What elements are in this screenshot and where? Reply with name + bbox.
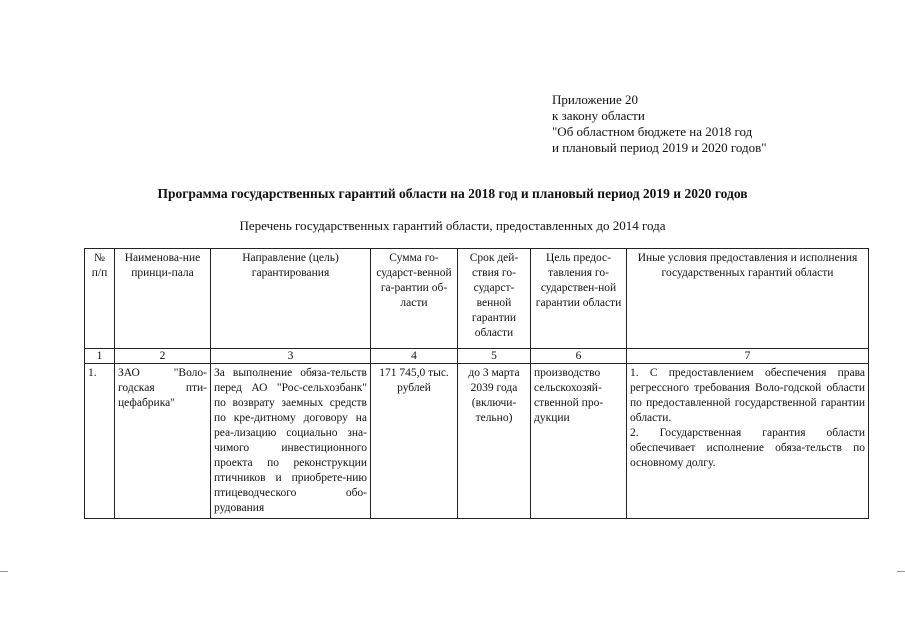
column-number: 4 [371, 349, 458, 364]
scan-artifact [897, 571, 905, 572]
guarantee-amount: 171 745,0 тыс. рублей [371, 364, 458, 519]
header-cell-number: № п/п [85, 249, 115, 349]
guarantee-purpose: За выполнение обяза-тельств перед АО "Рос-сельхозбанк" по возврату заемных средств по кре-дитному договору на реа-лизацию социально зна-чимого инвестиционного проекта по реконструкции птичников и приобрете-нию птицеводческого обо-рудования [211, 364, 371, 519]
condition-item: 1. С предоставлением обеспечения права регрессного требования Воло-годской области по предоставленной государственной гарантии области. [630, 367, 865, 424]
condition-item: 2. Государственная гарантия области обеспечивает исполнение обяза-тельств по основному долгу. [630, 427, 865, 469]
header-cell-goal: Цель предос-тавления го-сударствен-ной гарантии области [531, 249, 627, 349]
appendix-line: и плановый период 2019 и 2020 годов" [552, 140, 767, 155]
appendix-note [552, 92, 767, 156]
header-cell-amount: Сумма го-сударст-венной га-рантии об-ласти [371, 249, 458, 349]
column-number: 7 [627, 349, 869, 364]
header-cell-other-conditions: Иные условия предоставления и исполнения государственных гарантий области [627, 249, 869, 349]
header-cell-term: Срок дей-ствия го-сударст-венной гарантии области [458, 249, 531, 349]
column-number: 6 [531, 349, 627, 364]
guarantee-goal: производство сельскохозяй-ственной про-дукции [531, 364, 627, 519]
header-cell-purpose: Направление (цель) гарантирования [211, 249, 371, 349]
principal-name: ЗАО "Воло-годская пти-цефабрика" [115, 364, 211, 519]
scan-artifact [0, 571, 8, 572]
other-conditions [627, 364, 869, 519]
column-number: 3 [211, 349, 371, 364]
appendix-line: к закону области [552, 108, 645, 123]
document-title: Программа государственных гарантий области на 2018 год и плановый период 2019 и 2020 годов [157, 186, 748, 201]
table-header-row [85, 249, 869, 349]
column-number: 2 [115, 349, 211, 364]
header-cell-principal: Наименова-ние принци-пала [115, 249, 211, 349]
column-number-row [85, 349, 869, 364]
guarantees-table [84, 248, 869, 519]
guarantee-term: до 3 марта 2039 года (включи-тельно) [458, 364, 531, 519]
appendix-line: Приложение 20 [552, 92, 639, 107]
row-number: 1. [85, 364, 115, 519]
column-number: 5 [458, 349, 531, 364]
column-number: 1 [85, 349, 115, 364]
document-subtitle: Перечень государственных гарантий области, предоставленных до 2014 года [239, 218, 666, 233]
table-row [85, 364, 869, 519]
appendix-line: "Об областном бюджете на 2018 год [552, 124, 753, 139]
